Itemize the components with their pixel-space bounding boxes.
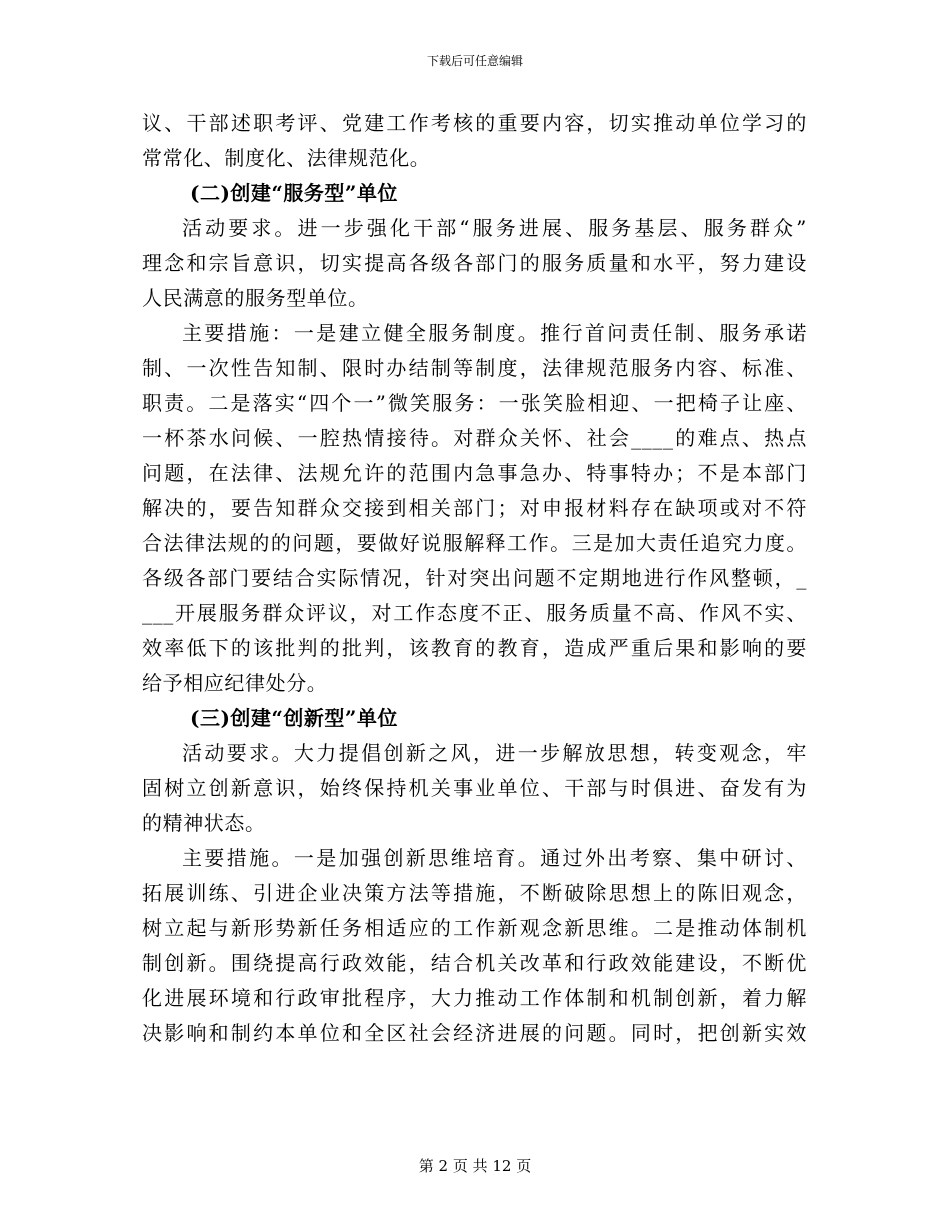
text-line: 活动要求。大力提倡创新之风，进一步解放思想，转变观念，牢 — [182, 741, 807, 765]
text-line: 决影响和制约本单位和全区社会经济进展的问题。同时，把创新实效 — [142, 1021, 807, 1045]
text-line: 化进展环境和行政审批程序，大力推动工作体制和机制创新，着力解 — [142, 986, 807, 1010]
text-line: ___开展服务群众评议，对工作态度不正、服务质量不高、作风不实、 — [142, 601, 807, 625]
text-line: 解决的，要告知群众交接到相关部门；对申报材料存在缺项或对不符 — [142, 496, 807, 520]
text-line: 制、一次性告知制、限时办结制等制度，法律规范服务内容、标准、 — [142, 356, 807, 380]
page-header: 下载后可任意编辑 — [426, 54, 523, 68]
text-line: 固树立创新意识，始终保持机关事业单位、干部与时俱进、奋发有为 — [142, 776, 807, 800]
text-line: 人民满意的服务型单位。 — [142, 286, 369, 310]
text-line: 制创新。围绕提高行政效能，结合机关改革和行政效能建设，不断优 — [142, 951, 807, 975]
paragraph-service-requirements — [142, 211, 807, 316]
text-line: 常常化、制度化、法律规范化。 — [142, 146, 431, 170]
paragraph-service-measures — [142, 316, 807, 701]
paragraph-continued — [142, 106, 807, 176]
text-line: 各级各部门要结合实际情况，针对突出问题不定期地进行作风整顿，_ — [142, 566, 807, 590]
section-heading-innovation: (三)创建“创新型”单位 — [190, 706, 398, 730]
text-line: 理念和宗旨意识，切实提高各级各部门的服务质量和水平，努力建设 — [142, 251, 807, 275]
section-heading-service: (二)创建“服务型”单位 — [190, 181, 398, 205]
text-line: 主要措施：一是建立健全服务制度。推行首问责任制、服务承诺 — [182, 321, 807, 345]
text-line: 效率低下的该批判的批判，该教育的教育，造成严重后果和影响的要 — [142, 636, 807, 660]
paragraph-innovation-requirements — [142, 736, 807, 841]
text-line: 议、干部述职考评、党建工作考核的重要内容，切实推动单位学习的 — [142, 111, 807, 135]
document-body — [142, 106, 807, 1051]
text-line: 一杯茶水问候、一腔热情接待。对群众关怀、社会____的难点、热点 — [142, 426, 807, 450]
text-line: 活动要求。进一步强化干部“服务进展、服务基层、服务群众” — [182, 216, 807, 240]
text-line: 合法律法规的的问题，要做好说服解释工作。三是加大责任追究力度。 — [142, 531, 807, 555]
page-footer: 第 2 页 共 12 页 — [418, 1157, 532, 1175]
text-line: 职责。二是落实“四个一”微笑服务：一张笑脸相迎、一把椅子让座、 — [142, 391, 807, 415]
text-line: 主要措施。一是加强创新思维培育。通过外出考察、集中研讨、 — [182, 846, 807, 870]
text-line: 拓展训练、引进企业决策方法等措施，不断破除思想上的陈旧观念， — [142, 881, 807, 905]
text-line: 树立起与新形势新任务相适应的工作新观念新思维。二是推动体制机 — [142, 916, 807, 940]
text-line: 的精神状态。 — [142, 811, 266, 835]
paragraph-innovation-measures — [142, 841, 807, 1051]
text-line: 问题，在法律、法规允许的范围内急事急办、特事特办；不是本部门 — [142, 461, 807, 485]
text-line: 给予相应纪律处分。 — [142, 671, 328, 695]
